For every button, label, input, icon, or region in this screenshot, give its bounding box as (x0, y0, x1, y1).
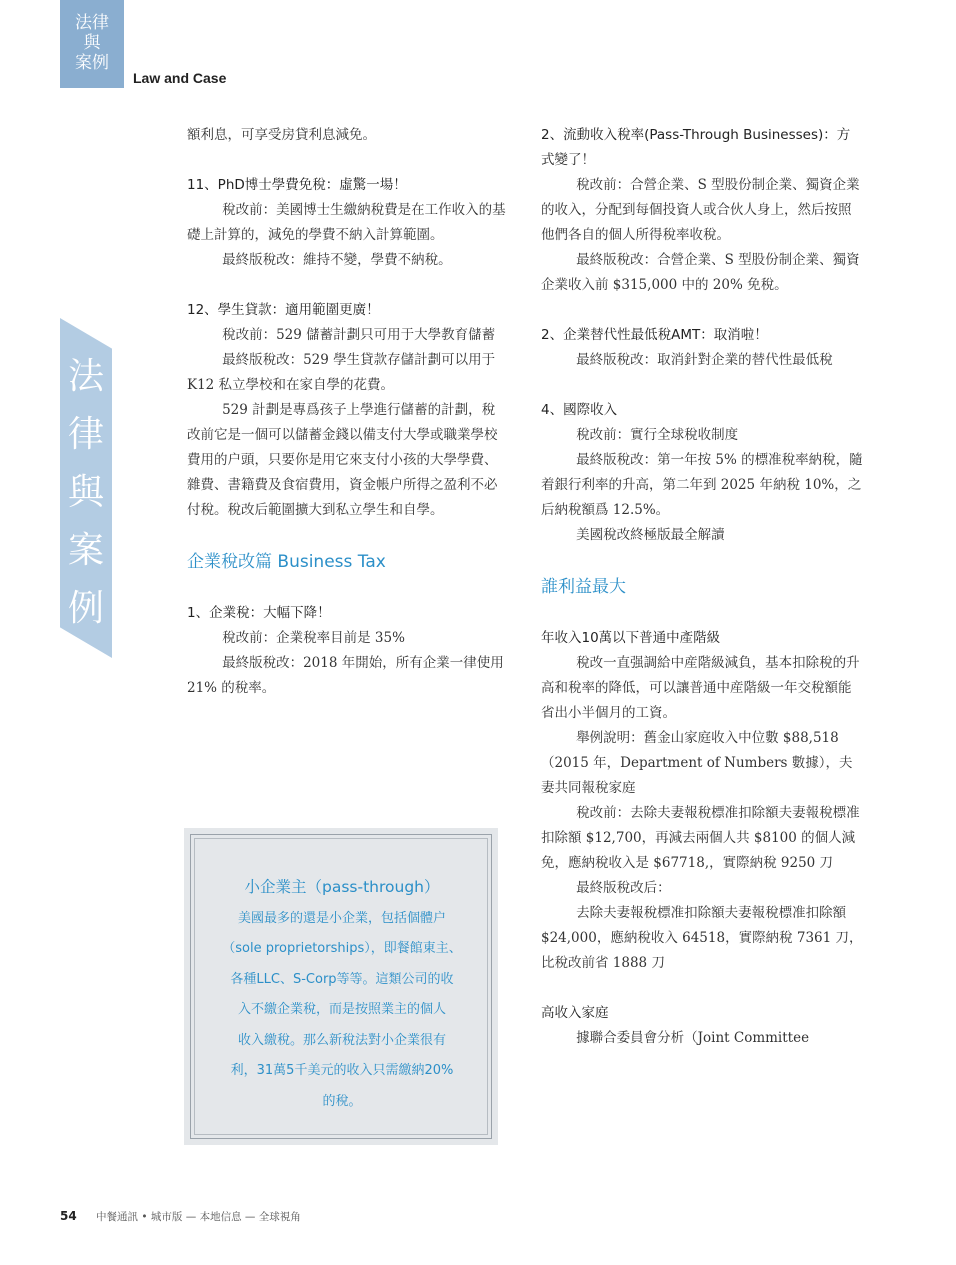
body-paragraph: 最終版稅改：第一年按 5% 的標准稅率納稅，隨着銀行利率的升高，第二年到 2025 年納稅 10%，之后納稅額爲 12.5%。 (541, 452, 863, 518)
box-line: 各種LLC、S-Corp等等。這類公司的收 (230, 971, 454, 987)
paragraph-spacer (541, 976, 863, 1001)
right-column (541, 123, 863, 1051)
item-heading: 高收入家庭 (541, 1005, 609, 1021)
item-heading: 4、國際收入 (541, 402, 618, 418)
box-line: 美國最多的還是小企業，包括個體户 (237, 910, 446, 926)
page-number: 54 (60, 1209, 77, 1223)
body-paragraph: 去除夫妻報稅標准扣除額夫妻報稅標准扣除額 $24,000，應納稅收入 64518，實際納稅 7361 刀，比稅改前省 1888 刀 (541, 905, 863, 971)
sidebar-char: 法 (67, 356, 104, 397)
item-heading: 1、企業稅：大幅下降！ (187, 605, 331, 621)
sidebar-char: 與 (67, 472, 104, 513)
page-footer (60, 1209, 301, 1224)
item-heading: 11、PhD博士學費免稅：虛驚一場！ (187, 177, 407, 193)
body-paragraph: 最終版稅改：529 學生貸款存儲計劃可以用于 K12 私立學校和在家自學的花費。 (187, 352, 496, 393)
paragraph-spacer (187, 148, 507, 173)
publication-name: 中餐通訊 • 城市版 — 本地信息 — 全球視角 (96, 1211, 301, 1223)
box-line: 利，31萬5千美元的收入只需繳納20% (230, 1063, 454, 1078)
box-line: （sole proprietorships），即餐館東主、 (222, 941, 462, 956)
body-paragraph: 稅改一直强調給中産階級減負，基本扣除稅的升高和稅率的降低，可以讓普通中産階級一年交稅額能省出小半個月的工資。 (541, 655, 860, 721)
body-paragraph: 額利息，可享受房貸利息減免。 (187, 127, 376, 143)
box-title: 小企業主（pass-through） (244, 878, 440, 896)
paragraph-spacer (187, 523, 507, 548)
paragraph-spacer (541, 298, 863, 323)
body-paragraph: 最終版稅改：2018 年開始，所有企業一律使用 21% 的稅率。 (187, 655, 504, 696)
box-line: 收入繳稅。那么新稅法對小企業很有 (237, 1032, 446, 1048)
section-title-en: Law and Case (133, 70, 227, 86)
item-heading: 2、企業替代性最低稅AMT：取消啦！ (541, 327, 768, 343)
item-heading: 年收入10萬以下普通中產階級 (541, 630, 721, 646)
box-line: 的稅。 (322, 1093, 362, 1109)
section-tab-line: 與 (83, 33, 101, 53)
section-tab (60, 0, 124, 88)
paragraph-spacer (187, 273, 507, 298)
section-heading: 企業稅改篇 Business Tax (187, 552, 386, 572)
body-paragraph: 最終版稅改：取消針對企業的替代性最低稅 (576, 352, 833, 368)
body-paragraph: 據聯合委員會分析（Joint Committee (576, 1030, 810, 1046)
section-heading: 誰利益最大 (541, 577, 626, 597)
body-paragraph: 稅改前：企業稅率目前是 35% (222, 630, 405, 646)
body-paragraph: 稅改前：去除夫妻報稅標准扣除額夫妻報稅標准扣除額 $12,700，再減去兩個人共 $8100 的個人減免，應納稅收入是 $67718,，實際納稅 9250 刀 (541, 805, 860, 871)
left-column (187, 123, 507, 701)
paragraph-spacer (541, 548, 863, 573)
body-paragraph: 最終版稅改后： (576, 880, 671, 896)
paragraph-spacer (541, 601, 863, 626)
paragraph-spacer (541, 373, 863, 398)
body-paragraph: 最終版稅改：合營企業、S 型股份制企業、獨資企業收入前 $315,000 中的 20% 免稅。 (541, 252, 860, 293)
sidebar-char: 案 (67, 530, 104, 571)
body-paragraph: 最終版稅改：維持不變，學費不納稅。 (222, 252, 452, 268)
body-paragraph: 稅改前：美國博士生繳納稅費是在工作收入的基礎上計算的，減免的學費不納入計算範圍。 (187, 202, 506, 243)
box-content (206, 872, 478, 1117)
body-paragraph: 529 計劃是專爲孩子上學進行儲蓄的計劃，稅改前它是一個可以儲蓄金錢以備支付大學或職業學校費用的户頭，只要你是用它來支付小孩的大學學費、雜費、書籍費及食宿費用，資金帳户所得之盈利不必付稅。稅改后範圍擴大到私立學生和自學。 (187, 402, 498, 518)
section-tab-line: 案例 (75, 53, 109, 73)
body-paragraph: 舉例說明：舊金山家庭收入中位數 $88,518（2015 年，Department of Numbers 數據），夫妻共同報稅家庭 (541, 730, 853, 796)
body-paragraph: 稅改前：合營企業、S 型股份制企業、獨資企業的收入，分配到每個投資人或合伙人身上，然后按照他們各自的個人所得稅率收稅。 (541, 177, 860, 243)
body-paragraph: 美國稅改終極版最全解讀 (576, 527, 725, 543)
body-paragraph: 稅改前：實行全球稅收制度 (576, 427, 739, 443)
sidebar-box-small-business (184, 828, 498, 1145)
box-line: 入不繳企業稅，而是按照業主的個人 (237, 1002, 446, 1017)
body-paragraph: 稅改前：529 儲蓄計劃只可用于大學教育儲蓄 (222, 327, 496, 343)
item-heading: 12、學生貸款：適用範圍更廣！ (187, 302, 380, 318)
section-tab-line: 法律 (75, 13, 109, 33)
item-heading: 2、流動收入稅率(Pass-Through Businesses)：方式變了！ (541, 127, 851, 168)
sidebar-label (64, 348, 108, 638)
sidebar-char: 律 (67, 414, 104, 455)
paragraph-spacer (187, 576, 507, 601)
sidebar-char: 例 (67, 588, 104, 629)
